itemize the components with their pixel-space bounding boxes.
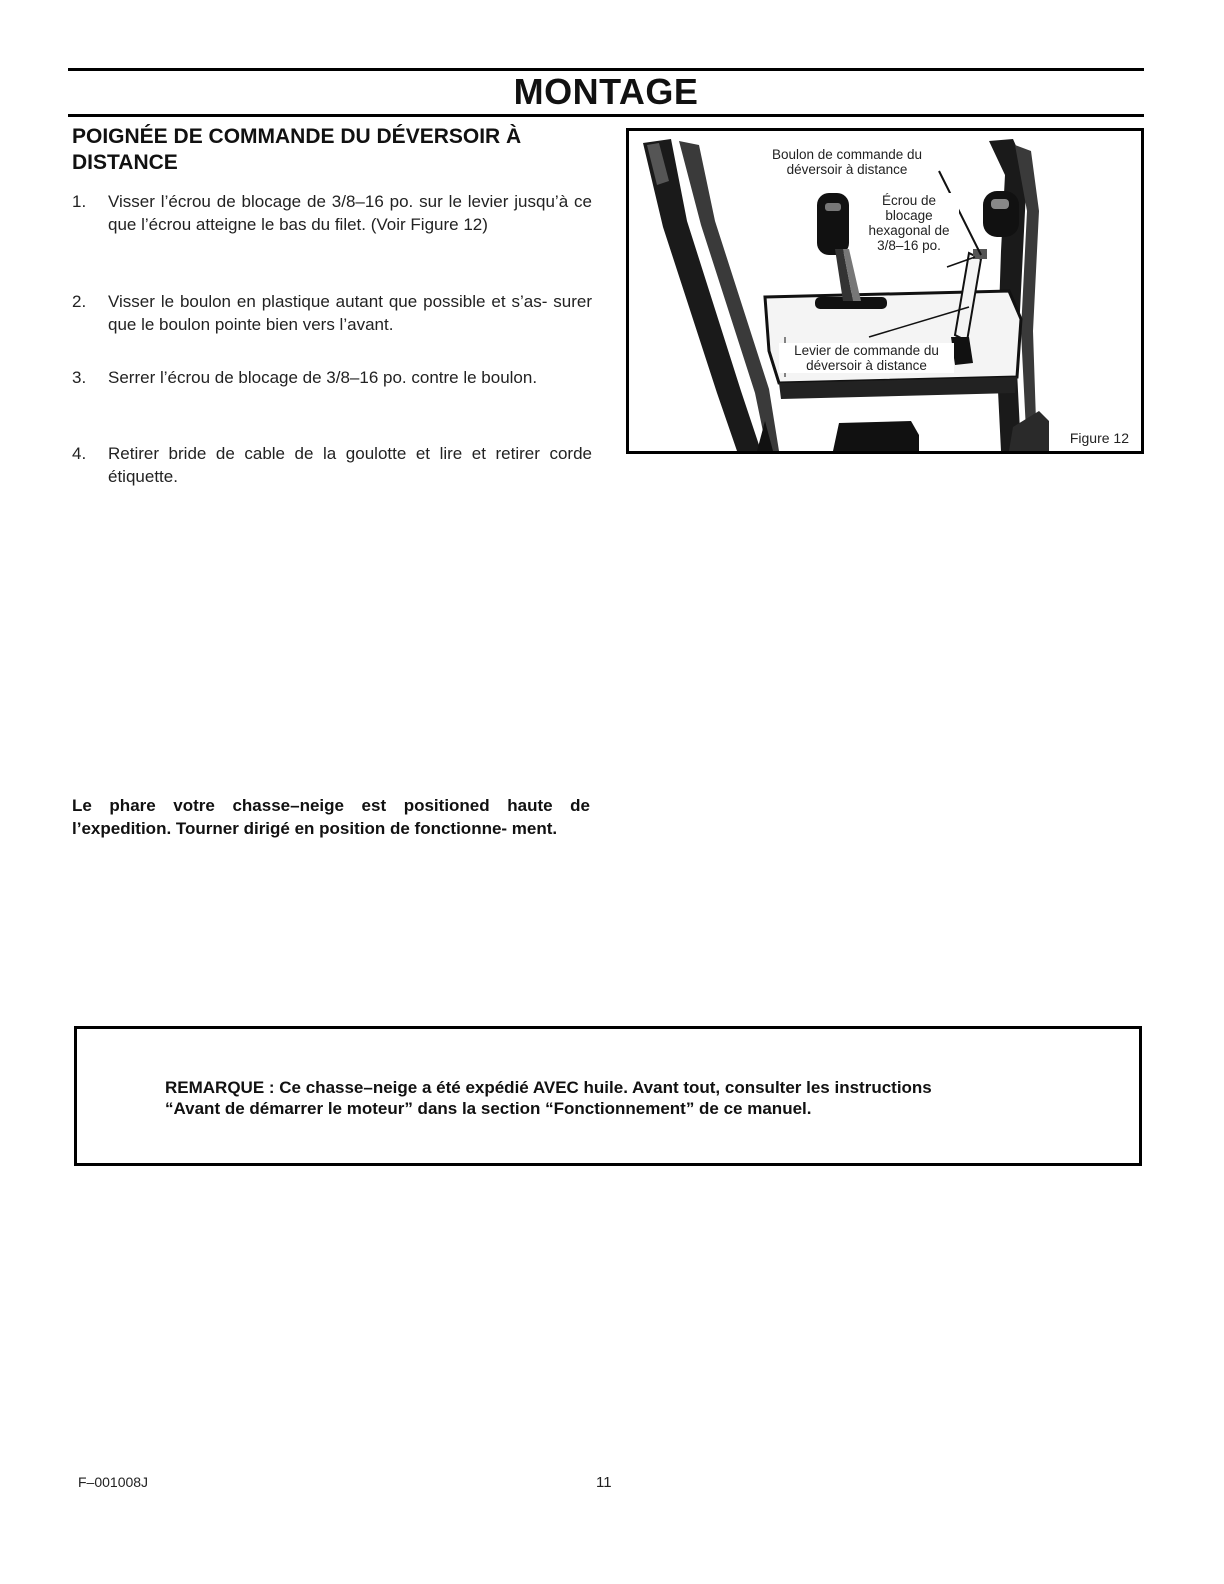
callout-nut-line2: blocage xyxy=(885,208,933,223)
page-title: MONTAGE xyxy=(513,71,699,112)
step-text: Visser l’écrou de blocage de 3/8–16 po. sur le levier jusqu’à ce que l’écrou atteigne le bas du filet. (Voir Figure 12) xyxy=(108,192,592,234)
callout-nut-line1: Écrou de xyxy=(881,193,937,208)
remark-line2: “Avant de démarrer le moteur” dans la section “Fonctionnement” de ce manuel. xyxy=(165,1099,812,1118)
step-item xyxy=(72,290,592,336)
step-number: 3. xyxy=(72,368,87,387)
page-number: 11 xyxy=(596,1474,612,1491)
document-code: F–001008J xyxy=(78,1474,149,1490)
step-number: 1. xyxy=(72,192,87,211)
remark-text xyxy=(165,1077,1085,1119)
remark-line1: REMARQUE : Ce chasse–neige a été expédié AVEC huile. Avant tout, consulter les instructions xyxy=(165,1078,932,1097)
step-item xyxy=(72,190,592,236)
section-heading-line1: POIGNÉE DE COMMANDE DU DÉVERSOIR À xyxy=(72,125,522,148)
section-heading-line2: DISTANCE xyxy=(72,151,178,174)
callout-lever-line1: Levier de commande du xyxy=(794,343,939,358)
title-rule xyxy=(68,114,1144,117)
callout-nut-line4: 3/8–16 po. xyxy=(877,238,941,253)
figure-caption: Figure 12 xyxy=(1069,430,1129,446)
step-number: 2. xyxy=(72,292,87,311)
step-item xyxy=(72,366,592,389)
step-text: Retirer bride de cable de la goulotte et lire et retirer corde étiquette. xyxy=(108,444,592,486)
step-text: Serrer l’écrou de blocage de 3/8–16 po. contre le boulon. xyxy=(108,368,538,387)
step-number: 4. xyxy=(72,444,87,463)
callout-bolt-line2: déversoir à distance xyxy=(786,162,908,177)
callout-nut-line3: hexagonal de xyxy=(868,223,950,238)
headlight-note: Le phare votre chasse–neige est positioned haute de l’expedition. Tourner dirigé en position de fonctionne- ment. xyxy=(72,796,590,838)
step-text: Visser le boulon en plastique autant que possible et s’as- surer que le boulon pointe bien vers l’avant. xyxy=(108,292,592,334)
callout-hex-lock-nut xyxy=(859,193,959,253)
callout-bolt-line1: Boulon de commande du xyxy=(771,147,923,162)
callout-chute-control-bolt xyxy=(757,147,937,177)
figure-12 xyxy=(626,128,1144,454)
callout-chute-control-lever xyxy=(779,343,954,373)
step-item xyxy=(72,442,592,488)
snowthrower-handle-illustration xyxy=(629,131,1141,451)
callout-lever-line2: déversoir à distance xyxy=(806,358,927,373)
remark-box xyxy=(74,1026,1142,1166)
section-heading xyxy=(72,124,602,176)
